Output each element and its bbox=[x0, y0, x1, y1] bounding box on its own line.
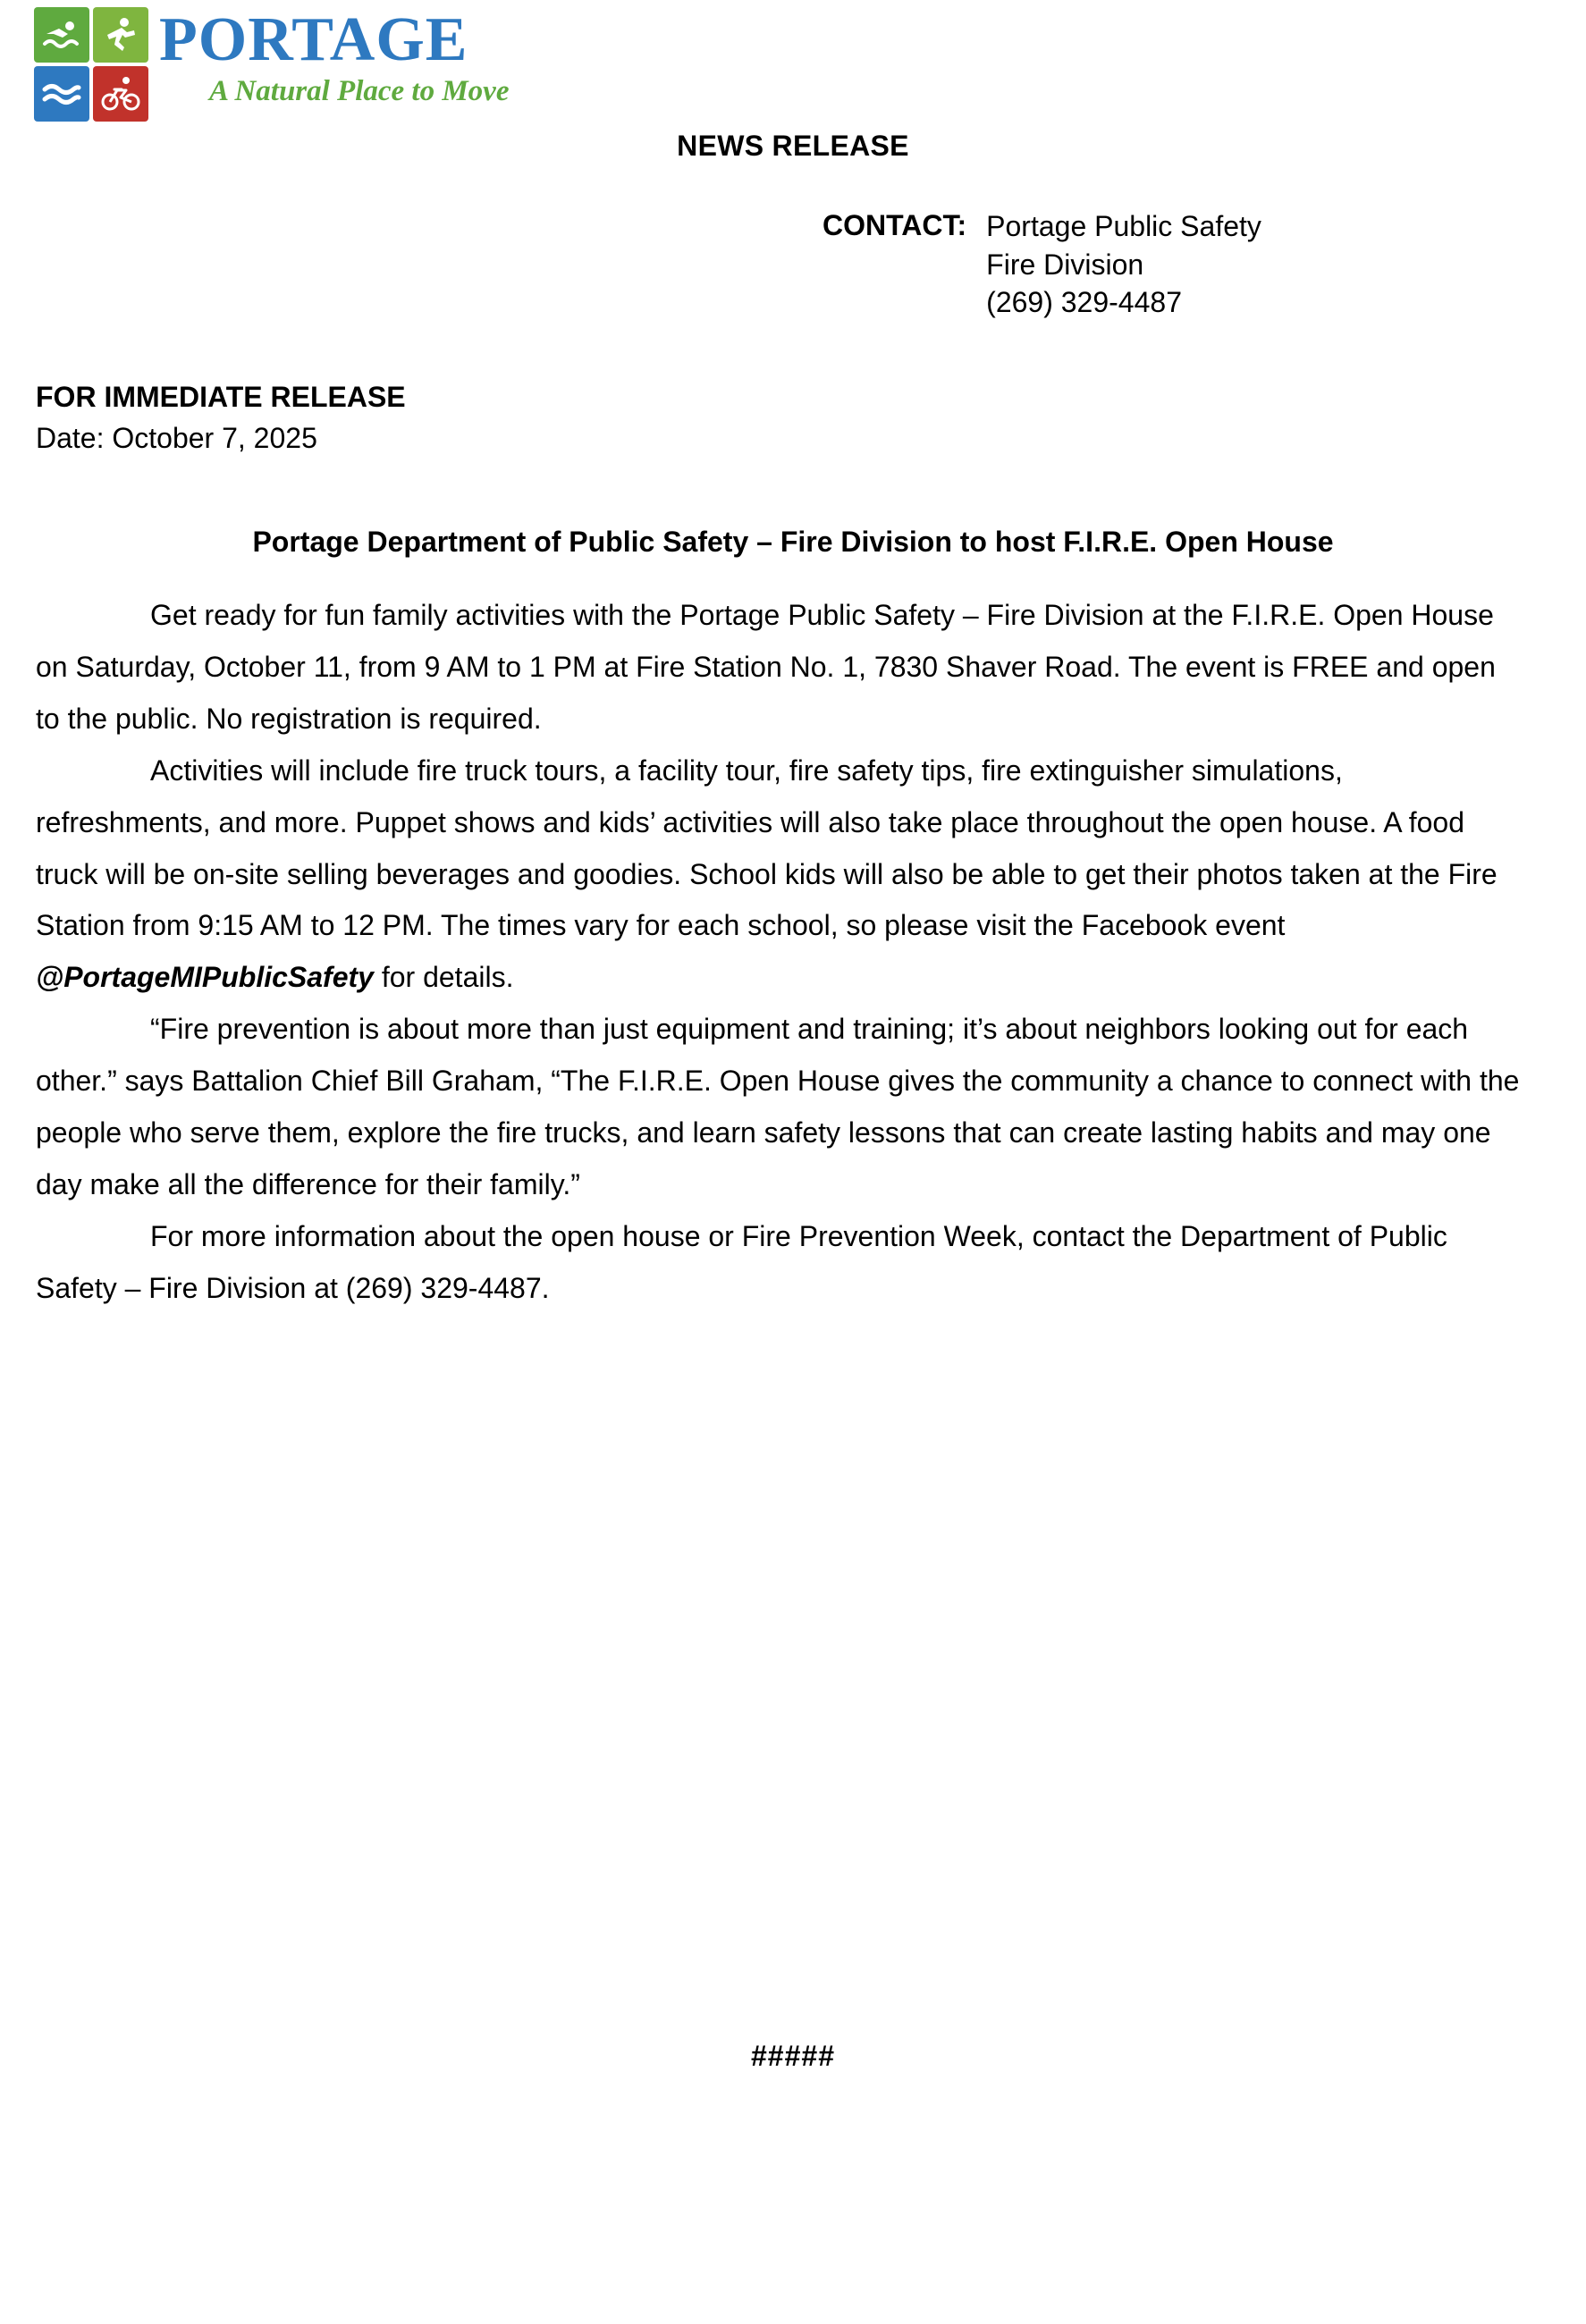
contact-label: CONTACT: bbox=[823, 209, 967, 241]
swimmer-icon bbox=[34, 7, 89, 63]
end-mark: ##### bbox=[751, 2040, 835, 2072]
immediate-release-label: FOR IMMEDIATE RELEASE bbox=[36, 381, 406, 413]
release-date: Date: October 7, 2025 bbox=[36, 422, 317, 454]
news-release-heading: NEWS RELEASE bbox=[677, 130, 909, 162]
paragraph-2 bbox=[36, 745, 1520, 1005]
paragraph-1: Get ready for fun family activities with the Portage Public Safety – Fire Division at the F.I.R.E. Open House on Saturday, October 11, from 9 AM to 1 PM at Fire Station No. 1, 7830 Shaver Road. The event is FREE and open to the public. No registration is required. bbox=[36, 599, 1496, 735]
runner-icon bbox=[93, 7, 148, 63]
logo-icon-grid bbox=[34, 7, 152, 122]
cyclist-icon bbox=[93, 66, 148, 122]
body-text bbox=[36, 590, 1520, 1315]
paragraph-2-lead: Activities will include fire truck tours, a facility tour, fire safety tips, fire extinguisher simulations, refreshments, and more. Puppet shows and kids’ activities will also take place throughout the open house. A food truck will be on-site selling beverages and goodies. School kids will also be able to get their photos taken at the Fire Station from 9:15 AM to 12 PM. The times vary for each school, so please visit the Facebook event bbox=[36, 754, 1497, 942]
logo-wordmark: PORTAGE bbox=[159, 5, 468, 74]
paragraph-3: “Fire prevention is about more than just equipment and training; it’s about neighbors looking out for each other.” says Battalion Chief Bill Graham, “The F.I.R.E. Open House gives the community a chance to connect with the people who serve them, explore the fire trucks, and learn safety lessons that can create lasting habits and may one day make all the difference for their family.” bbox=[36, 1013, 1520, 1200]
facebook-handle: @PortageMIPublicSafety bbox=[36, 961, 374, 994]
contact-block bbox=[36, 207, 1550, 322]
contact-details bbox=[986, 207, 1261, 322]
paragraph-2-tail: for details. bbox=[373, 961, 514, 994]
logo-tagline: A Natural Place to Move bbox=[209, 75, 510, 107]
contact-phone: (269) 329-4487 bbox=[986, 286, 1182, 319]
contact-line-1: Portage Public Safety bbox=[986, 210, 1261, 242]
portage-logo bbox=[34, 7, 588, 128]
wave-icon bbox=[34, 66, 89, 122]
contact-line-2: Fire Division bbox=[986, 248, 1144, 281]
paragraph-4: For more information about the open house or Fire Prevention Week, contact the Department of Public Safety – Fire Division at (269) 329-4487. bbox=[36, 1219, 1447, 1304]
headline: Portage Department of Public Safety – Fire Division to host F.I.R.E. Open House bbox=[252, 526, 1334, 558]
